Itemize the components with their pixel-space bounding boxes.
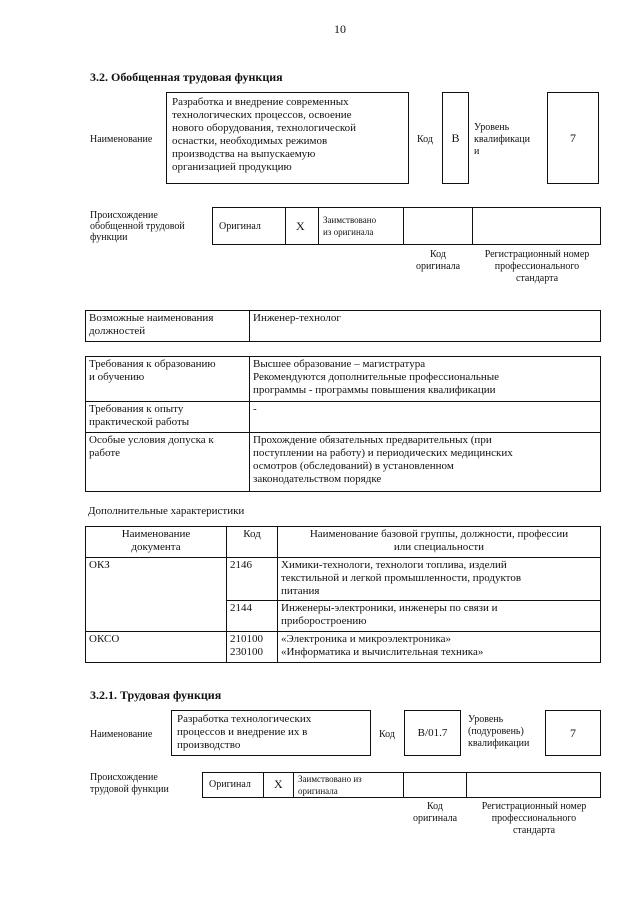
sub-name-label: Наименование	[90, 729, 153, 740]
requirement-value	[250, 402, 601, 433]
sub-name-line: процессов и внедрение их в	[177, 726, 308, 738]
okz-name-line: приборостроению	[281, 615, 367, 627]
sub-borrowed-label-line: оригинала	[298, 786, 338, 796]
reg-number-line: профессионального	[494, 261, 580, 272]
name-line: нового оборудования, технологической	[172, 122, 357, 134]
requirement-label-line: практической работы	[89, 416, 190, 428]
okso-code: 230100	[230, 646, 263, 658]
okso-label: ОКСО	[86, 632, 227, 663]
requirement-value-line: Рекомендуются дополнительные профессиональные	[253, 371, 500, 383]
sub-code-value-box	[404, 710, 461, 756]
origin-label-line: функции	[90, 232, 128, 243]
sub-borrowed-label-line: Заимствовано из	[298, 774, 362, 784]
sub-level-label-line: Уровень	[468, 714, 504, 725]
sub-origin-label	[90, 772, 169, 796]
code-original-line: оригинала	[415, 261, 461, 272]
requirement-label-line: Требования к опыту	[89, 403, 184, 415]
origin-label-line: Происхождение	[90, 210, 158, 221]
okso-names	[278, 632, 601, 663]
sub-origin-table	[202, 772, 601, 798]
reg-number-label	[473, 249, 601, 285]
requirement-label-line: работе	[89, 447, 121, 459]
header-code	[227, 527, 278, 558]
level-label-line: и	[474, 146, 480, 157]
sub-level-label-line: (подуровень)	[468, 726, 524, 737]
name-line: оснастки, необходимых режимов	[172, 135, 328, 147]
table-row	[86, 632, 601, 663]
sub-level-label-line: квалификации	[468, 738, 530, 749]
sub-name-line: Разработка технологических	[177, 713, 312, 725]
name-line: производства на выпускаемую	[172, 148, 316, 160]
name-label: Наименование	[90, 134, 153, 145]
okz-name-line: Инженеры-электроники, инженеры по связи и	[281, 602, 498, 614]
sub-code-original-line: Код	[427, 801, 443, 812]
table-row	[86, 558, 601, 601]
origin-divider-2	[403, 207, 473, 245]
reg-number-line: стандарта	[515, 273, 559, 284]
requirement-label	[86, 433, 250, 492]
okz-name-line: текстильной и легкой промышленности, продуктов	[281, 572, 522, 584]
requirement-value-line: осмотров (обследований) в установленном	[253, 460, 454, 472]
positions-label	[86, 311, 250, 342]
requirement-row	[86, 433, 601, 492]
sub-reg-number-label	[467, 801, 601, 837]
original-mark: X	[296, 219, 305, 233]
level-label-line: Уровень	[474, 122, 510, 133]
positions-value: Инженер-технолог	[250, 311, 601, 342]
sub-original-label: Оригинал	[209, 779, 251, 790]
additional-table	[85, 526, 601, 663]
header-group-name	[278, 527, 601, 558]
requirement-value	[250, 357, 601, 402]
origin-label	[90, 210, 185, 243]
borrowed-label-line: из оригинала	[323, 227, 374, 237]
header-line: Наименование базовой группы, должности, профессии	[309, 528, 569, 540]
reg-number-line: Регистрационный номер	[484, 249, 590, 260]
requirement-label	[86, 357, 250, 402]
positions-row	[86, 311, 601, 342]
page-number: 10	[334, 22, 346, 36]
okz-code: 2144	[227, 601, 278, 632]
sub-original-mark: X	[274, 777, 283, 791]
header-line: Код	[243, 528, 261, 540]
positions-label-line: Возможные наименования	[89, 312, 214, 324]
origin-label-line: обобщенной трудовой	[90, 221, 185, 232]
sub-reg-number-line: стандарта	[512, 825, 556, 836]
header-line: или специальности	[393, 541, 485, 553]
borrowed-label	[323, 214, 376, 238]
header-line: Наименование	[121, 528, 191, 540]
requirement-value-line: -	[253, 403, 257, 415]
requirement-value-line: законодательством порядке	[253, 473, 382, 485]
okz-name-line: питания	[281, 585, 320, 597]
level-label-line: квалификаци	[474, 134, 530, 145]
header-doc-name	[86, 527, 227, 558]
requirement-value-line: программы - программы повышения квалификации	[253, 384, 496, 396]
okso-codes	[227, 632, 278, 663]
okz-name	[278, 601, 601, 632]
code-original-line: Код	[430, 249, 446, 260]
sub-code-value: B/01.7	[417, 726, 448, 739]
requirement-value	[250, 433, 601, 492]
section-title: 3.2. Обобщенная трудовая функция	[90, 70, 283, 84]
sub-level-value: 7	[570, 726, 576, 740]
sub-origin-label-line: Происхождение	[90, 772, 158, 783]
additional-header-row	[86, 527, 601, 558]
sub-borrowed-label	[298, 773, 362, 797]
okso-name: «Электроника и микроэлектроника»	[281, 633, 452, 645]
sub-level-label	[468, 714, 529, 750]
requirement-row	[86, 357, 601, 402]
code-original-label	[403, 249, 473, 273]
requirement-value-line: Прохождение обязательных предварительных (при	[253, 434, 492, 446]
sub-origin-label-line: трудовой функции	[90, 784, 169, 795]
sub-origin-divider-2	[403, 772, 467, 798]
subsection-title: 3.2.1. Трудовая функция	[90, 688, 222, 702]
okso-code: 210100	[230, 633, 263, 645]
sub-reg-number-line: профессионального	[491, 813, 577, 824]
sub-code-original-line: оригинала	[412, 813, 458, 824]
requirement-row	[86, 402, 601, 433]
name-line: технологических процессов, освоение	[172, 109, 352, 121]
name-line: организацией продукцию	[172, 161, 292, 173]
requirement-label-line: Требования к образованию	[89, 358, 216, 370]
sub-code-original-label	[403, 801, 467, 825]
okz-name-line: Химики-технологи, технологи топлива, изделий	[281, 559, 507, 571]
requirement-label	[86, 402, 250, 433]
level-value: 7	[570, 131, 576, 145]
level-label	[474, 122, 530, 158]
name-line: Разработка и внедрение современных	[172, 96, 349, 108]
function-name-box	[166, 92, 409, 184]
borrowed-label-line: Заимствовано	[323, 215, 377, 225]
okz-code: 2146	[227, 558, 278, 601]
requirement-label-line: Особые условия допуска к	[89, 434, 214, 446]
requirement-label-line: и обучению	[89, 371, 145, 383]
code-value: B	[451, 131, 460, 145]
requirements-table	[85, 356, 601, 492]
sub-level-value-box	[545, 710, 601, 756]
additional-title: Дополнительные характеристики	[88, 505, 245, 517]
sub-function-name-box	[171, 710, 371, 756]
sub-reg-number-line: Регистрационный номер	[481, 801, 587, 812]
okz-name	[278, 558, 601, 601]
positions-label-line: должностей	[89, 325, 146, 337]
okso-name: «Информатика и вычислительная техника»	[281, 646, 484, 658]
code-value-box	[442, 92, 469, 184]
positions-table	[85, 310, 601, 342]
original-label: Оригинал	[219, 221, 261, 232]
level-value-box	[547, 92, 599, 184]
requirement-value-line: поступлении на работу) и периодических медицинских	[253, 447, 513, 459]
code-label: Код	[417, 134, 433, 145]
header-line: документа	[131, 541, 181, 553]
requirement-value-line: Высшее образование – магистратура	[253, 358, 426, 370]
okz-label: ОКЗ	[86, 558, 227, 632]
sub-name-line: производство	[177, 739, 241, 751]
sub-code-label: Код	[379, 729, 395, 740]
